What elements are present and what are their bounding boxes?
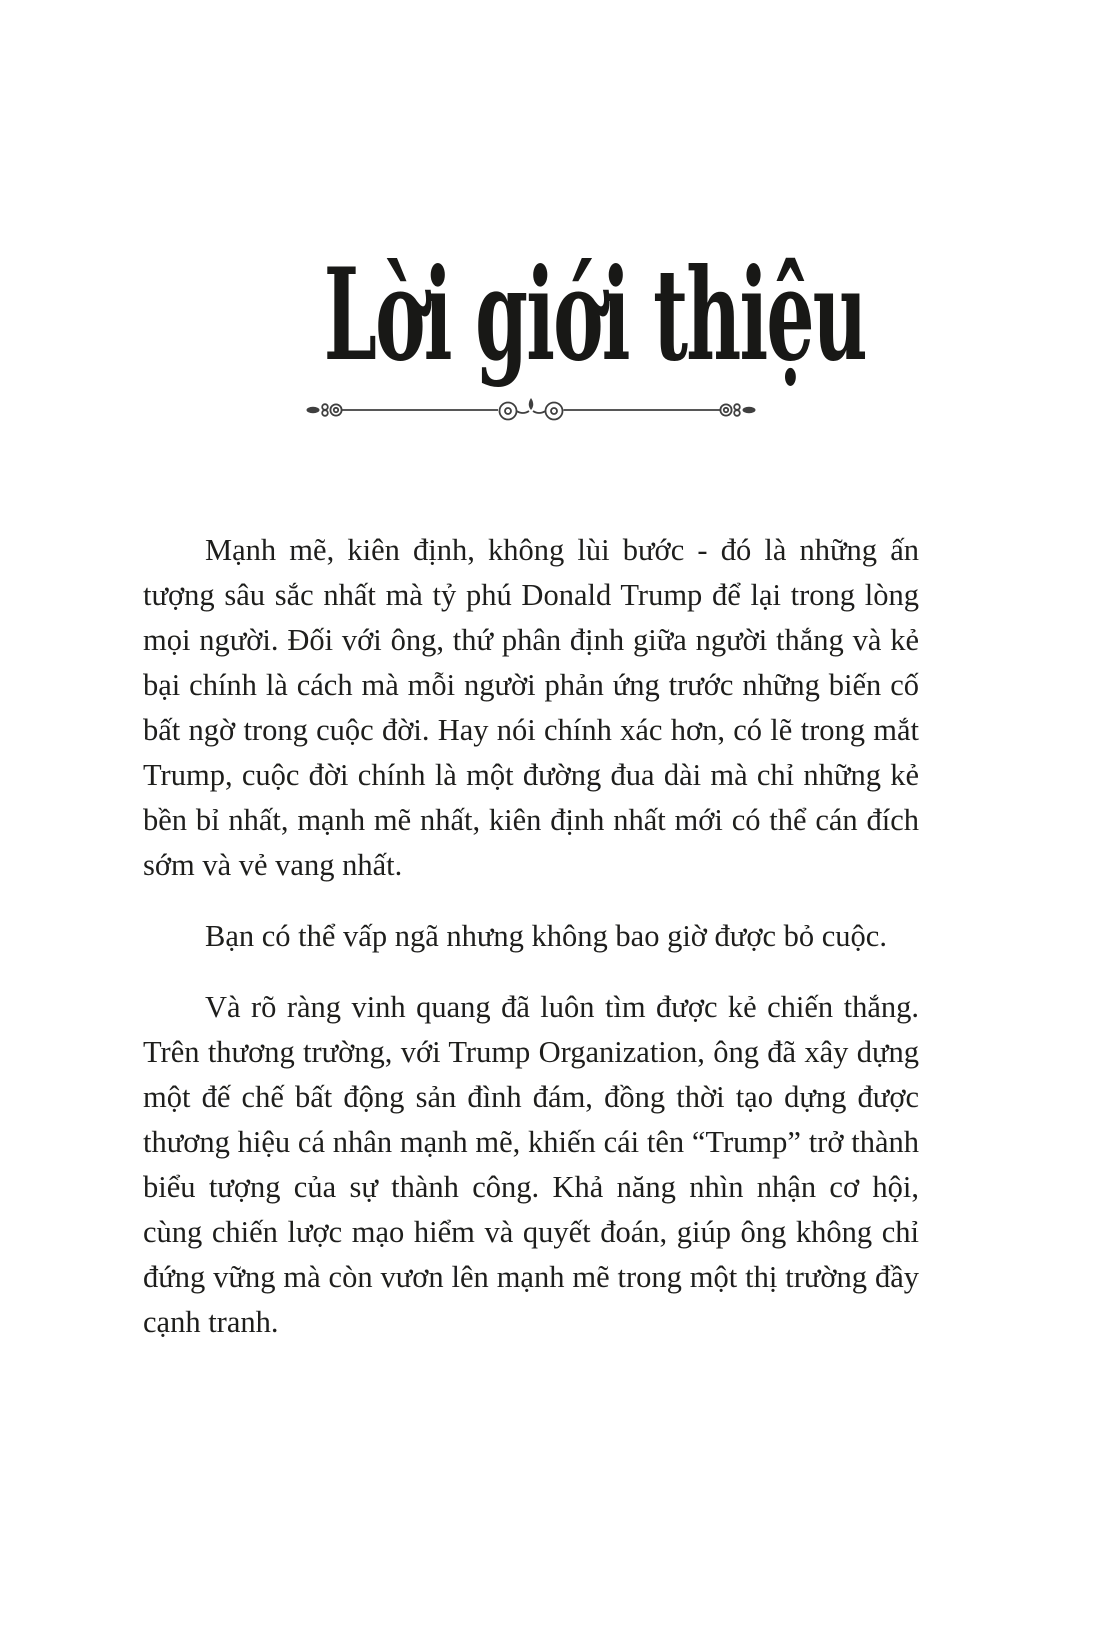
body-text <box>143 528 919 1345</box>
chapter-title-text: Lời giới thiệu <box>323 241 866 389</box>
ornamental-divider <box>143 394 919 426</box>
chapter-title <box>143 241 919 389</box>
ornamental-divider-icon <box>305 394 757 426</box>
paragraph: Và rõ ràng vinh quang đã luôn tìm được kẻ chiến thắng. Trên thương trường, với Trump Organization, ông đã xây dựng một đế chế bất động sản đình đám, đồng thời tạo dựng được thương hiệu cá nhân mạnh mẽ, khiến cái tên “Trump” trở thành biểu tượng của sự thành công. Khả năng nhìn nhận cơ hội, cùng chiến lược mạo hiểm và quyết đoán, giúp ông không chỉ đứng vững mà còn vươn lên mạnh mẽ trong một thị trường đầy cạnh tranh. <box>143 990 919 1339</box>
paragraph: Bạn có thể vấp ngã nhưng không bao giờ được bỏ cuộc. <box>205 919 887 953</box>
paragraph: Mạnh mẽ, kiên định, không lùi bước - đó là những ấn tượng sâu sắc nhất mà tỷ phú Donald Trump để lại trong lòng mọi người. Đối với ông, thứ phân định giữa người thắng và kẻ bại chính là cách mà mỗi người phản ứng trước những biến cố bất ngờ trong cuộc đời. Hay nói chính xác hơn, có lẽ trong mắt Trump, cuộc đời chính là một đường đua dài mà chỉ những kẻ bền bỉ nhất, mạnh mẽ nhất, kiên định nhất mới có thể cán đích sớm và vẻ vang nhất. <box>143 533 919 882</box>
page-content <box>143 0 919 1345</box>
